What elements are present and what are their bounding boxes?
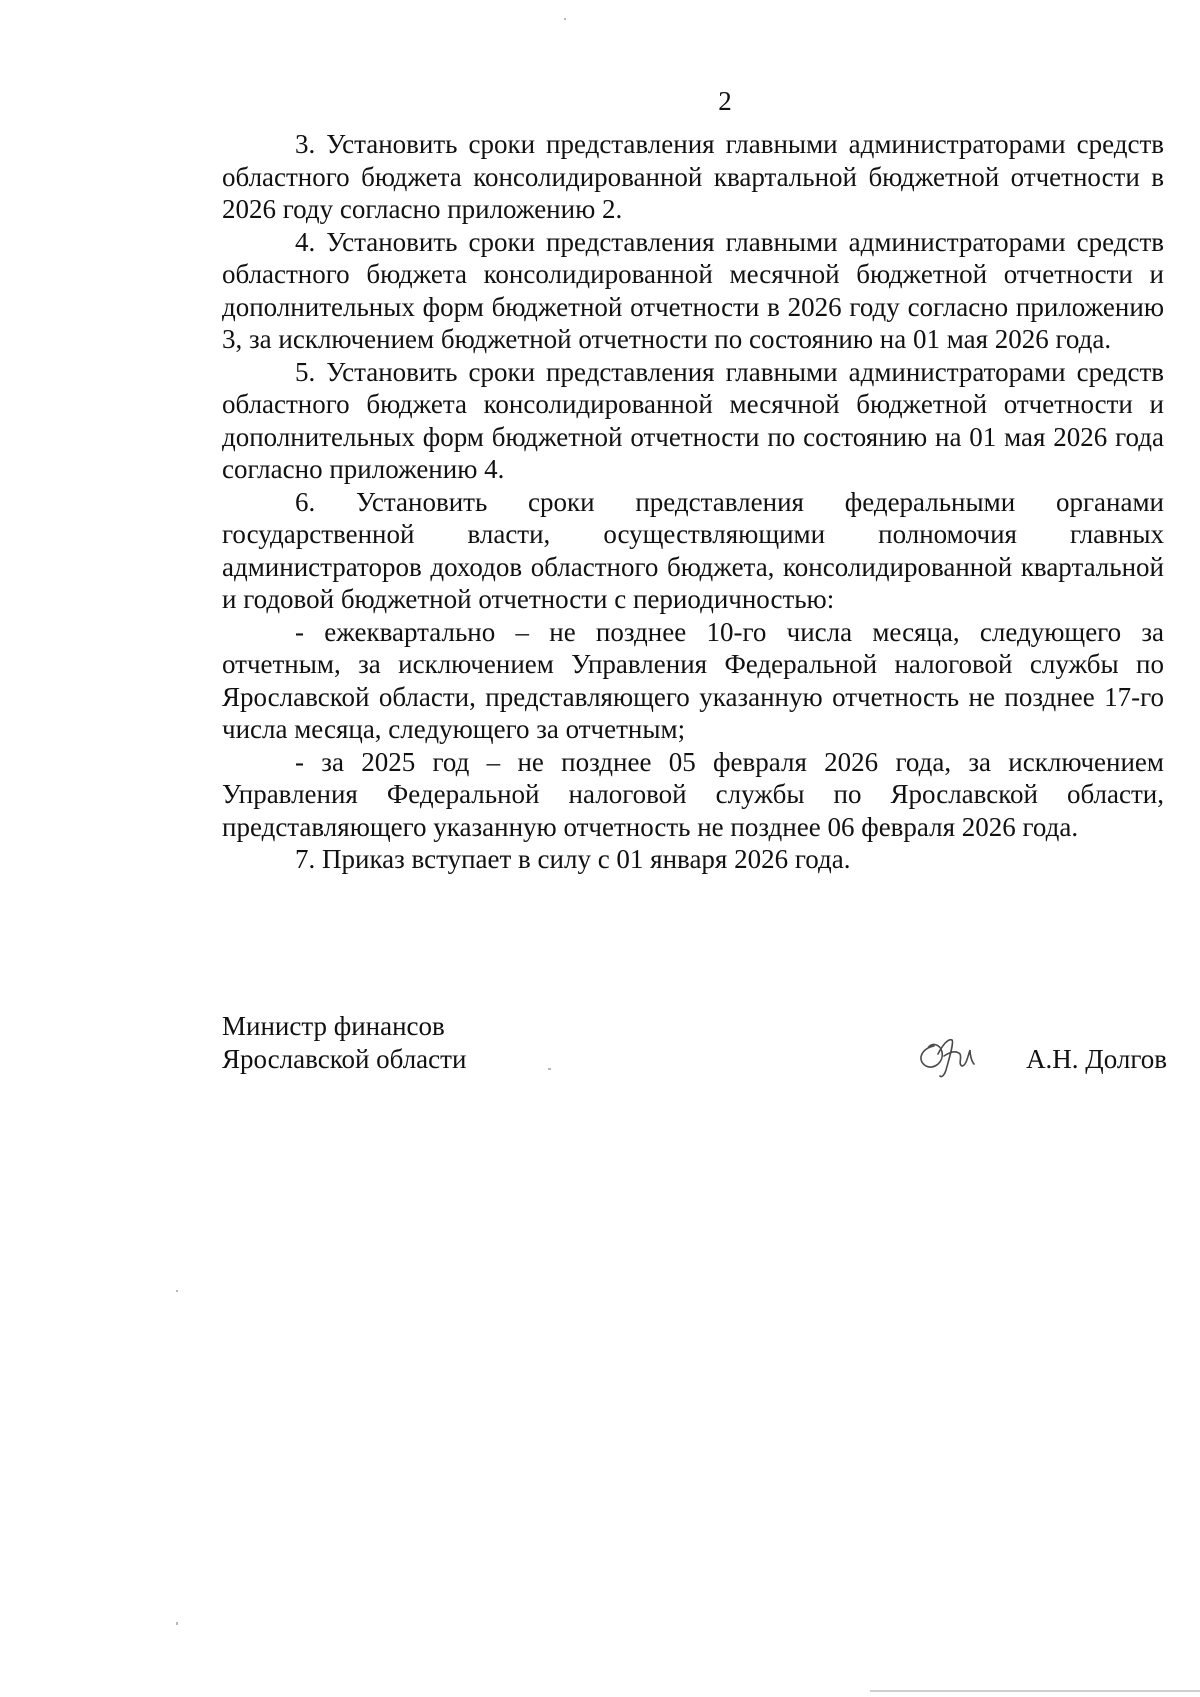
paragraph-4: 4. Установить сроки представления главными администраторами средств областного бюджета консолидированной месячной бюджетной отчетности и дополнительных форм бюджетной отчетности в 2026 году согласно приложению 3, за исключением бюджетной отчетности по состоянию на 01 мая 2026 года. [222, 226, 1164, 354]
page-number: 2 [718, 86, 732, 116]
signatory-name: А.Н. Долгов [1026, 1044, 1167, 1074]
list-item-quarterly: - ежеквартально – не позднее 10-го числа месяца, следующего за отчетным, за исключением Управления Федеральной налоговой службы по Ярославской области, представляющего указанную отчетность не позднее 17-го числа месяца, следующего за отчетным; [222, 616, 1164, 744]
handwritten-signature-icon [912, 1026, 982, 1082]
signatory-title-line1: Министр финансов [222, 1011, 445, 1041]
signature-block [222, 1010, 1167, 1090]
list-item-annual: - за 2025 год – не позднее 05 февраля 2026 года, за исключением Управления Федеральной налоговой службы по Ярославской области, представляющего указанную отчетность не позднее 06 февраля 2026 года. [222, 746, 1164, 842]
signatory-title [222, 1010, 622, 1076]
scan-speck [176, 1622, 178, 1625]
scan-speck [176, 1290, 178, 1292]
scan-speck [564, 18, 566, 20]
paragraph-6: 6. Установить сроки представления федеральными органами государственной власти, осуществляющими полномочия главных администраторов доходов областного бюджета, консолидированной квартальной и годовой бюджетной отчетности с периодичностью: [222, 486, 1164, 614]
scan-speck [548, 1068, 551, 1070]
paragraph-7: 7. Приказ вступает в силу с 01 января 2026 года. [295, 844, 851, 874]
signatory-title-line2: Ярославской области [222, 1044, 467, 1074]
scan-edge-line [870, 1690, 1200, 1692]
paragraph-5: 5. Установить сроки представления главными администраторами средств областного бюджета консолидированной месячной бюджетной отчетности и дополнительных форм бюджетной отчетности по состоянию на 01 мая 2026 года согласно приложению 4. [222, 356, 1164, 484]
document-body [222, 128, 1164, 876]
paragraph-3: 3. Установить сроки представления главными администраторами средств областного бюджета консолидированной квартальной бюджетной отчетности в 2026 году согласно приложению 2. [222, 129, 1164, 224]
